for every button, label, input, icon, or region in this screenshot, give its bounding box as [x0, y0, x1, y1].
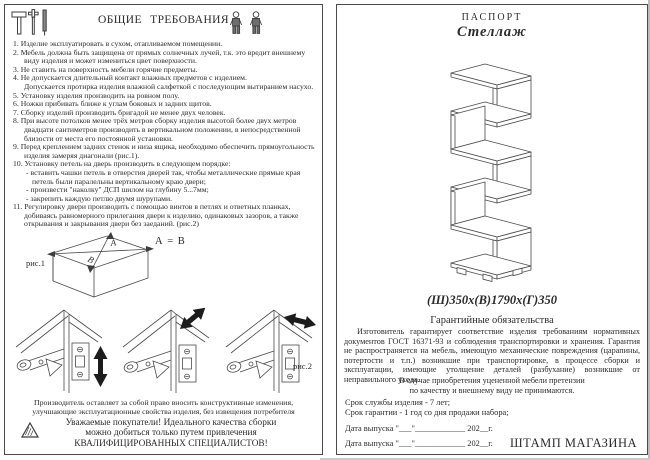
quality-warning-line: Уважаемые покупатели! Идеального качества сборки: [65, 418, 277, 428]
quality-warning-line: можно добиться только путем привлечения: [85, 428, 257, 439]
dimensions: (Ш)350х(В)1790х(Г)350: [427, 293, 557, 307]
passport-title: ПАСПОРТ: [461, 12, 523, 23]
shelf-tower-drawing: [433, 49, 539, 289]
manufacturer-note-line: улучшающие эксплуатационные свойства изделия, без извещения потребителя: [32, 406, 295, 416]
page-title: ОБЩИЕ ТРЕБОВАНИЯ: [98, 14, 229, 26]
requirements-list: [13, 40, 318, 229]
quality-warning: [43, 418, 299, 449]
requirement-subitem: - произвести "наколку" ДСП шилом на глубину 5...7мм;: [26, 185, 209, 195]
requirement-item: 1. Изделие эксплуатировать в сухом, отапливаемом помещении.: [13, 39, 223, 48]
requirement-item: 2. Мебель должна быть защищена от прямых солнечных лучей, т.к. это вредит внешнему виду изделия и может измениться цвет поверхности.: [13, 47, 306, 66]
requirement-item: 11. Регулировку двери производить с помощью винтов в петлях и ответных планках, добиваясь равномерного прилегания двери к изделию, одинаковых зазоров, а также открывания и закрывания двери без заеданий. (рис.2): [13, 202, 299, 229]
warranty-period: Срок гарантии - 1 год со дня продажи набора;: [345, 408, 509, 417]
fig2-label: рис.2: [293, 361, 312, 371]
two-people-icon: [229, 11, 265, 37]
requirement-subitem: - вставить чашки петель в отверстия дверей так, чтобы металлические прямые края петель были паралельны вертикальному краю двери;: [26, 167, 301, 186]
requirement-item: 10. Установку петель на дверь производить в следующем порядке:: [13, 159, 231, 169]
discount-note: [337, 376, 647, 395]
manufacturer-note-line: Производитель оставляет за собой право вносить конструктивные изменения,: [33, 398, 294, 407]
warranty-title: Гарантийные обязательства: [430, 315, 554, 326]
requirement-item: Допускается протирка изделия влажной салфеткой с последующим вытиранием насухо.: [24, 81, 314, 91]
release-date-line: Дата выпуска "___"____________ 202__г.: [345, 439, 493, 448]
shop-stamp: ШТАМП МАГАЗИНА: [510, 436, 637, 450]
release-date-line: Дата выпуска "___"____________ 202__г.: [345, 424, 493, 433]
requirement-item: 7. Сборку изделий производить бригадой не менее двух человек.: [13, 107, 226, 117]
product-name: Стеллаж: [457, 24, 527, 40]
vertical-adjust-arrow: [94, 346, 108, 387]
person-icon: [250, 12, 261, 34]
manufacturer-note: [5, 399, 322, 417]
discount-note-line: по качеству и внешнему виду не принимаются.: [409, 385, 575, 395]
requirement-item: 3. Не ставить на поверхность мебели горячие предметы.: [13, 64, 198, 74]
quality-warning-line: КВАЛИФИЦИРОВАННЫХ СПЕЦИАЛИСТОВ!: [74, 438, 268, 449]
hinge-adjust-diagonal-drawing: [117, 301, 217, 401]
fig1-diagonals-drawing: [45, 229, 157, 309]
fig1-diagonal-a-label: А: [109, 237, 117, 248]
page-general-requirements: [4, 4, 323, 455]
requirement-item: 5. Установку изделия производить на ровном полу.: [13, 90, 180, 100]
requirement-item: 6. Ножки прибивать ближе к углам боковых и задних щитов.: [13, 99, 212, 109]
discount-note-line: В случае приобретения уцененной мебели претензии: [399, 376, 585, 385]
warranty-text: Изготовитель гарантирует соответствие изделия требованиям нормативных документов ГОСТ 16371-93 и соблюдения транспортировки и хранения. Гарантия не распространяется на мебель, имеющую механические повреждения (царапины, потертости и т.п.) возникшие при транспортировке, в процессе сборки и эксплуатации, имеющие утолщение деталей (разбухание) возникшие от неправильного ухода.: [344, 327, 640, 384]
fig1-label: рис.1: [26, 258, 45, 268]
requirement-item: 4. Не допускается длительный контакт влажных предметов с изделием.: [13, 73, 247, 83]
person-icon: [230, 12, 241, 34]
requirement-item: 9. Перед креплением задних стенок и низа ящика, необходимо обеспечить прямоугольность изделия замеряя диагонали (рис.1).: [13, 142, 315, 160]
fig1-equation: А = В: [155, 236, 186, 247]
requirement-item: 8. При высоте потолков менее трёх метров сборку изделия высотой более двух метров двадцати сантиметров производить в вертикальном положении, в непосредственной близости от места его постоянной установки.: [13, 116, 301, 143]
page-passport: [336, 4, 648, 455]
warning-triangle-icon: [21, 422, 39, 439]
requirement-subitem: - закрепить каждую петлю двумя шурупами.: [26, 193, 173, 203]
service-life: Срок службы изделия - 7 лет;: [345, 398, 451, 407]
diagonal-adjust-arrow: [176, 303, 210, 334]
hinge-adjust-vertical-drawing: [10, 301, 110, 401]
fig1-diagonal-b-label: В: [86, 253, 96, 266]
hinge-adjust-horizontal-drawing: [220, 301, 320, 401]
